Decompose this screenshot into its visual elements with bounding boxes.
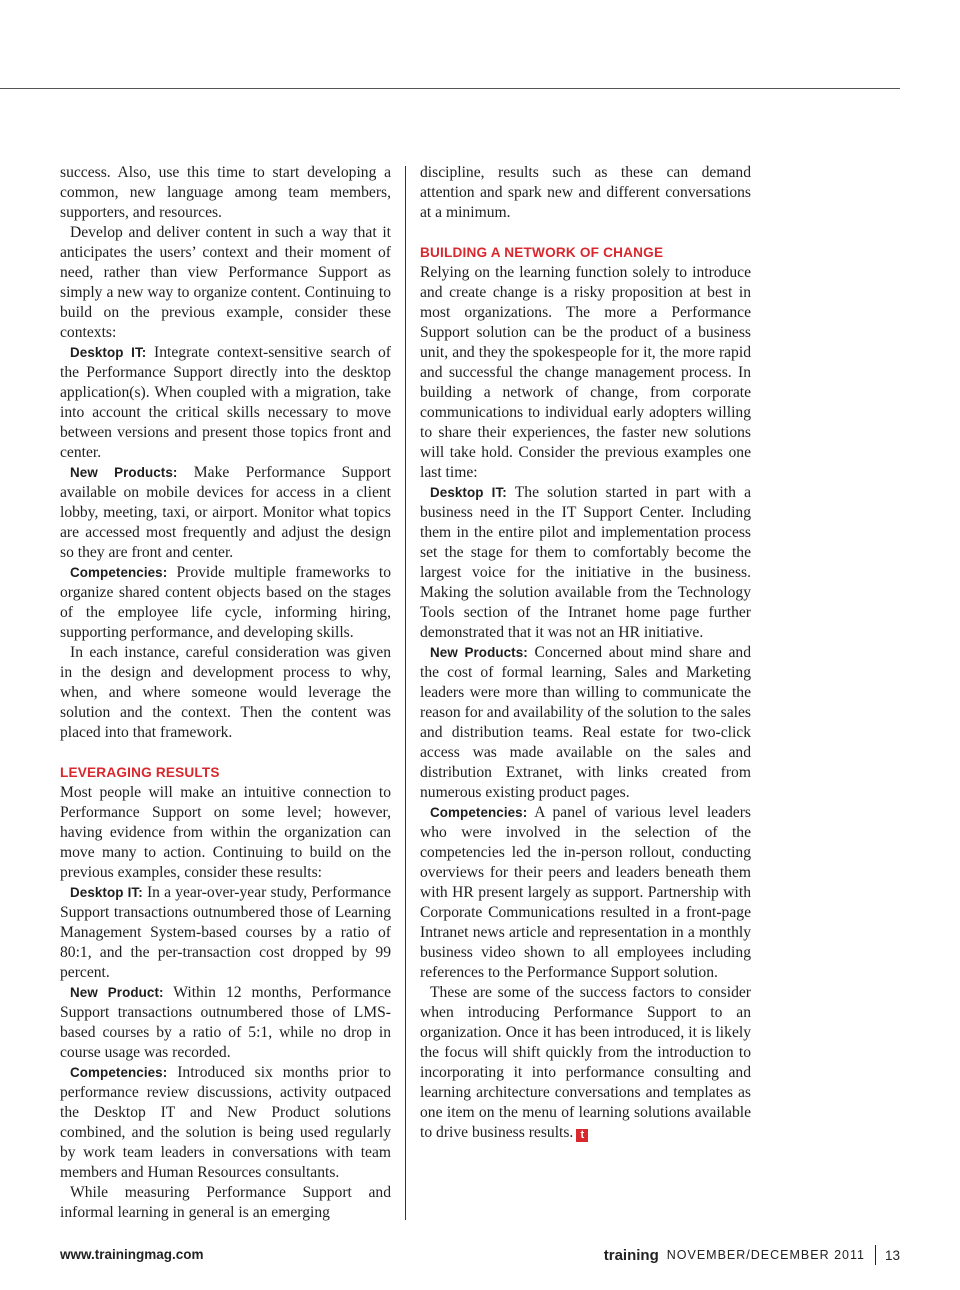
- list-item-competencies: [60, 1063, 391, 1183]
- page-number: 13: [884, 1247, 900, 1263]
- footer-separator: [875, 1245, 876, 1265]
- item-text: The solution started in part with a business need in the IT Support Center. Including them in the entire pilot and implementation process set the stage for them to comfortably become the largest voice for the initiative in the business. Making the solution available from the Technology Tools section of the Intranet home page further demonstrated that it was not an HR initiative.: [420, 484, 751, 641]
- paragraph: In each instance, careful consideration was given in the design and development process to why, when, and where someone would leverage the solution and the context. Then the content was placed into that framework.: [60, 644, 391, 741]
- footer-issue: NOVEMBER/DECEMBER 2011: [666, 1248, 865, 1262]
- item-label: New Product:: [70, 985, 164, 1000]
- right-column: [420, 163, 751, 1143]
- list-item-product: [60, 983, 391, 1063]
- training-end-mark-icon: t: [576, 1129, 588, 1142]
- item-text: Concerned about mind share and the cost of formal learning, Sales and Marketing leaders were more than willing to communicate the reason for and availability of the solution to the sales and distribution teams. Real estate for two-click access was made available on the sales and distribution Extranet, with links created from numerous existing product pages.: [420, 644, 751, 801]
- paragraph: discipline, results such as these can demand attention and spark new and different conversations at a minimum.: [420, 164, 751, 221]
- item-text: Within 12 months, Performance Support transactions outnumbered those of LMS-based courses by a ratio of 5:1, while no drop in course usage was recorded.: [60, 984, 391, 1061]
- item-label: Competencies:: [430, 805, 528, 820]
- paragraph: Develop and deliver content in such a way that it anticipates the users’ context and their moment of need, rather than view Performance Support as simply a new way to organize content. Continuing to build on the previous example, consider these contexts:: [60, 224, 391, 341]
- item-label: New Products:: [430, 645, 528, 660]
- item-label: Competencies:: [70, 565, 168, 580]
- paragraph-text: These are some of the success factors to consider when introducing Performance Support to an organization. Once it has been introduced, it is likely the focus will shift quickly from the introduction to incorporating it into performance consulting and learning architecture conversations and templates as one item on the menu of learning solutions available to drive business results.: [420, 984, 751, 1141]
- item-text: Make Performance Support available on mobile devices for access in a client lobby, meeting, taxi, or airport. Monitor what topics are accessed most frequently and adjust the design so they are front and center.: [60, 464, 391, 561]
- item-label: Desktop IT:: [430, 485, 507, 500]
- top-rule: [0, 88, 900, 89]
- list-item-competencies: [60, 563, 391, 643]
- footer-brand: training: [603, 1246, 659, 1264]
- paragraph: While measuring Performance Support and informal learning in general is an emerging: [60, 1184, 391, 1221]
- item-text: Integrate context-sensitive search of the Performance Support directly into the desktop application(s). When coupled with a migration, take into account the critical skills necessary to move between versions and present those topics front and center.: [60, 344, 391, 461]
- item-text: In a year-over-year study, Performance Support transactions outnumbered those of Learning Management System-based courses by a ratio of 80:1, and the per-transaction cost dropped by 99 percent.: [60, 884, 391, 981]
- list-item-products: [420, 643, 751, 803]
- footer-url: www.trainingmag.com: [60, 1247, 204, 1262]
- list-item-desktop: [420, 483, 751, 643]
- paragraph: Relying on the learning function solely to introduce and create change is a risky proposition at best in most organizations. The more a Performance Support solution can be the product of a business unit, and they the spokespeople for it, the more rapid and successful the change management process. In building a network of change, from corporate communications to individual early adopters willing to share their experiences, the faster new solutions will take hold. Consider the previous examples one last time:: [420, 264, 751, 481]
- paragraph: [420, 983, 751, 1143]
- section-heading-building: BUILDING A NETWORK OF CHANGE: [420, 245, 664, 260]
- item-text: Provide multiple frameworks to organize shared content objects based on the stages of the employee life cycle, informing hiring, supporting performance, and developing skills.: [60, 564, 391, 641]
- footer-folio: [604, 1245, 900, 1265]
- section-heading-leveraging: LEVERAGING RESULTS: [60, 765, 220, 780]
- left-column: [60, 163, 391, 1223]
- list-item-products: [60, 463, 391, 563]
- item-label: Desktop IT:: [70, 345, 147, 360]
- item-text: Introduced six months prior to performance review discussions, activity outpaced the Desktop IT and New Product solutions combined, and the solution is being used regularly by work team leaders in conversations with team members and Human Resources consultants.: [60, 1064, 391, 1181]
- item-label: Desktop IT:: [70, 885, 143, 900]
- item-label: New Products:: [70, 465, 178, 480]
- list-item-desktop: [60, 883, 391, 983]
- column-divider: [405, 166, 406, 1220]
- paragraph: Most people will make an intuitive connection to Performance Support on some level; however, having evidence from within the organization can move many to action. Continuing to build on the previous examples, consider these results:: [60, 784, 391, 881]
- item-label: Competencies:: [70, 1065, 168, 1080]
- item-text: A panel of various level leaders who were involved in the selection of the competencies led the in-person rollout, conducting overviews for their peers and leaders beneath them with HR present largely as support. Partnership with Corporate Communications resulted in a front-page Intranet news article and representation in a monthly business video shown to all employees including references to the Performance Support solution.: [420, 804, 751, 981]
- list-item-desktop: [60, 343, 391, 463]
- paragraph: success. Also, use this time to start developing a common, new language among team members, supporters, and resources.: [60, 164, 391, 221]
- list-item-competencies: [420, 803, 751, 983]
